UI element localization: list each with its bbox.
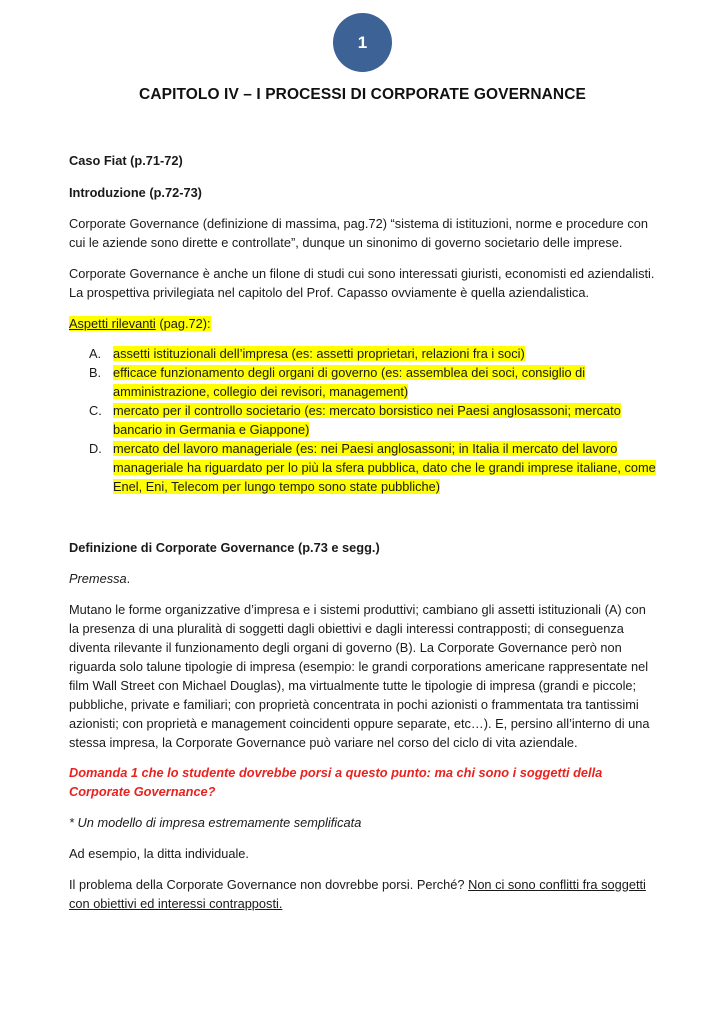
premessa-label: Premessa <box>69 571 127 586</box>
list-marker: D. <box>89 441 102 456</box>
list-marker: C. <box>89 403 102 418</box>
list-item-text: mercato del lavoro manageriale (es: nei Paesi anglosassoni; in Italia il mercato del lavoro manageriale ha riguardato per lo più la sfera pubblica, dato che le grandi imprese italiane, come Enel, Eni, Telecom per lungo tempo sono state pubbliche) <box>113 441 656 494</box>
page-number-badge <box>333 13 392 72</box>
page-number: 1 <box>357 32 368 52</box>
aspects-heading <box>69 314 659 333</box>
premessa-dot: . <box>126 571 131 586</box>
list-item <box>69 401 659 439</box>
intro-heading: Introduzione (p.72-73) <box>69 185 202 200</box>
case-heading: Caso Fiat (p.71-72) <box>69 153 183 168</box>
aspects-suffix: (pag.72): <box>155 316 211 331</box>
list-marker: A. <box>89 346 102 361</box>
list-item-text: mercato per il controllo societario (es: mercato borsistico nei Paesi anglosassoni; mercato bancario in Germania e Giappone) <box>113 403 621 437</box>
question-1: Domanda 1 che lo studente dovrebbe porsi a questo punto: ma chi sono i soggetti della Corporate Governance? <box>69 765 603 799</box>
definition-paragraph: Mutano le forme organizzative d’impresa e i sistemi produttivi; cambiano gli assetti istituzionali (A) con la presenza di una pluralità di soggetti dagli obiettivi e dagli interessi contrapposti; di conseguenza diventa rilevante il funzionamento degli organi di governo (B). La Corporate Governance però non riguarda solo talune tipologie di impresa (esempio: le grandi corporations americane rappresentate nel film Wall Street con Michael Douglas), ma virtualmente tutte le tipologie di impresa (grandi e piccole; pubbliche, private e familiari; con proprietà concentrata in pochi azionisti o frammentata tra tantissimi azionisti; con proprietà e management coincidenti oppure separate, etc…). E, persino all’interno di una stessa impresa, la Corporate Governance può variare nel corso del ciclo di vita aziendale. <box>69 602 650 750</box>
list-item <box>69 363 659 401</box>
definition-heading: Definizione di Corporate Governance (p.73 e segg.) <box>69 540 380 555</box>
aspects-list <box>69 344 659 496</box>
intro-paragraph-1: Corporate Governance (definizione di massima, pag.72) “sistema di istituzioni, norme e procedure con cui le aziende sono dirette e controllate”, dunque un sinonimo di governo societario delle imprese. <box>69 216 648 250</box>
list-item-text: assetti istituzionali dell’impresa (es: assetti proprietari, relazioni fra i soci) <box>113 346 525 361</box>
list-item-text: efficace funzionamento degli organi di governo (es: assemblea dei soci, consiglio di amministrazione, collegio dei revisori, management) <box>113 365 586 399</box>
example-line: Ad esempio, la ditta individuale. <box>69 846 249 861</box>
aspects-label: Aspetti rilevanti <box>69 316 156 331</box>
final-lead: Il problema della Corporate Governance non dovrebbe porsi. Perché? <box>69 877 469 892</box>
final-answer: Non ci sono conflitti fra soggetti con obiettivi ed interessi contrapposti. <box>69 877 646 911</box>
list-marker: B. <box>89 365 102 380</box>
list-item <box>69 344 659 363</box>
list-item <box>69 439 659 496</box>
intro-paragraph-2: Corporate Governance è anche un filone di studi cui sono interessati giuristi, economisti ed aziendalisti. La prospettiva privilegiata nel capitolo del Prof. Capasso ovviamente è quella aziendalistica. <box>69 266 655 300</box>
model-note: * Un modello di impresa estremamente semplificata <box>69 815 362 830</box>
chapter-title: CAPITOLO IV – I PROCESSI DI CORPORATE GOVERNANCE <box>139 86 586 103</box>
premessa-line <box>69 569 659 588</box>
final-paragraph <box>69 875 659 913</box>
